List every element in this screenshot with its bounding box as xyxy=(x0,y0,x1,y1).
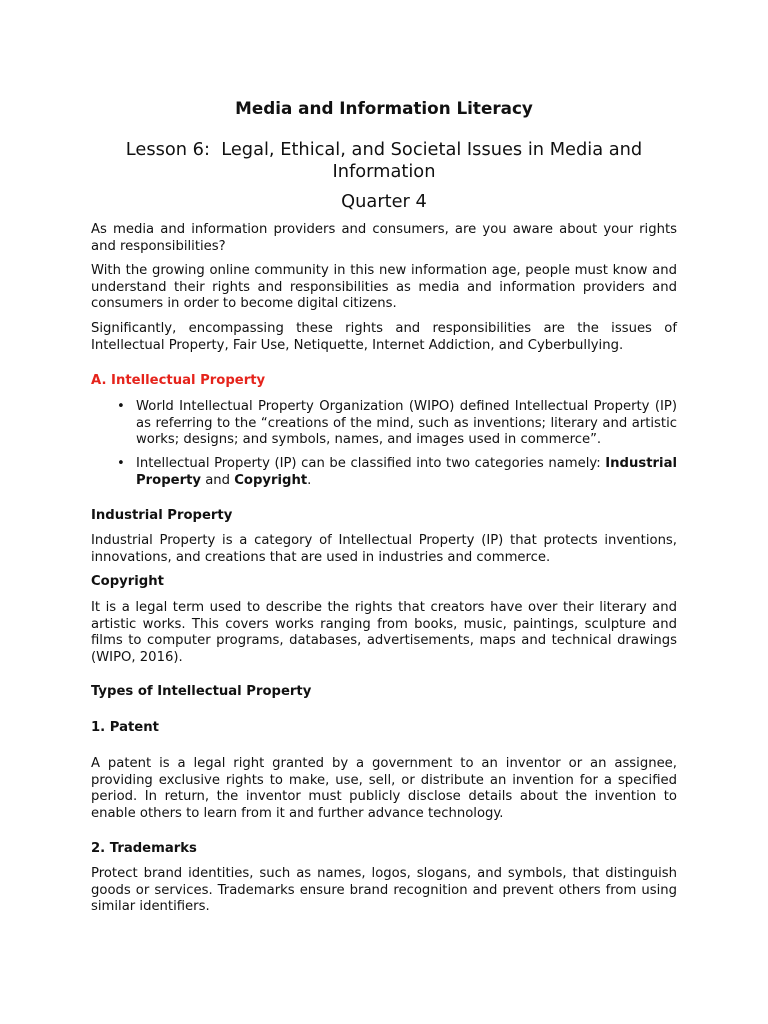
intro-paragraph: With the growing online community in this new information age, people must know and understand their rights and responsibilities as media and information providers and consumers in order to become digital citizens. xyxy=(91,263,677,311)
bullet-icon: • xyxy=(117,456,125,471)
bullet-item xyxy=(91,399,677,449)
bullet-text: Intellectual Property (IP) can be classified into two categories namely: xyxy=(136,456,606,471)
document-title: Media and Information Literacy xyxy=(235,98,533,118)
bullet-item xyxy=(91,456,677,489)
document-content xyxy=(91,0,677,916)
bullet-bold-term: Copyright xyxy=(234,472,308,488)
industrial-property-heading: Industrial Property xyxy=(91,508,233,523)
trademarks-heading: 2. Trademarks xyxy=(91,841,197,856)
trademarks-paragraph: Protect brand identities, such as names, logos, slogans, and symbols, that distinguish goods or services. Trademarks ensure brand recognition and prevent others from using similar identifiers. xyxy=(91,866,677,914)
copyright-heading: Copyright xyxy=(91,574,164,589)
lesson-title: Lesson 6: Legal, Ethical, and Societal Issues in Media and Information xyxy=(125,139,648,182)
types-heading: Types of Intellectual Property xyxy=(91,684,312,699)
industrial-property-paragraph: Industrial Property is a category of Intellectual Property (IP) that protects inventions, innovations, and creations that are used in industries and commerce. xyxy=(91,533,677,565)
bullet-text: World Intellectual Property Organization (WIPO) defined Intellectual Property (IP) as referring to the “creations of the mind, such as inventions; literary and artistic works; designs; and symbols, names, and images used in commerce”. xyxy=(136,399,677,447)
bullet-bold-term: Industrial Property xyxy=(136,456,677,488)
bullet-text: . xyxy=(307,472,312,488)
copyright-paragraph: It is a legal term used to describe the rights that creators have over their literary and artistic works. This covers works ranging from books, music, paintings, sculpture and films to computer programs, databases, advertisements, maps and technical drawings (WIPO, 2016). xyxy=(91,600,677,665)
patent-paragraph: A patent is a legal right granted by a government to an inventor or an assignee, providing exclusive rights to make, use, sell, or distribute an invention for a specified period. In return, the inventor must publicly disclose details about the invention to enable others to learn from it and further advance technology. xyxy=(91,756,677,821)
section-a-heading: A. Intellectual Property xyxy=(91,373,266,388)
bullet-icon: • xyxy=(117,399,125,414)
intro-paragraph: As media and information providers and consumers, are you aware about your rights and responsibilities? xyxy=(91,222,677,254)
intro-paragraph: Significantly, encompassing these rights and responsibilities are the issues of Intellectual Property, Fair Use, Netiquette, Internet Addiction, and Cyberbullying. xyxy=(91,321,677,353)
bullet-text: and xyxy=(201,472,235,488)
quarter-label: Quarter 4 xyxy=(341,191,427,212)
patent-heading: 1. Patent xyxy=(91,720,159,735)
